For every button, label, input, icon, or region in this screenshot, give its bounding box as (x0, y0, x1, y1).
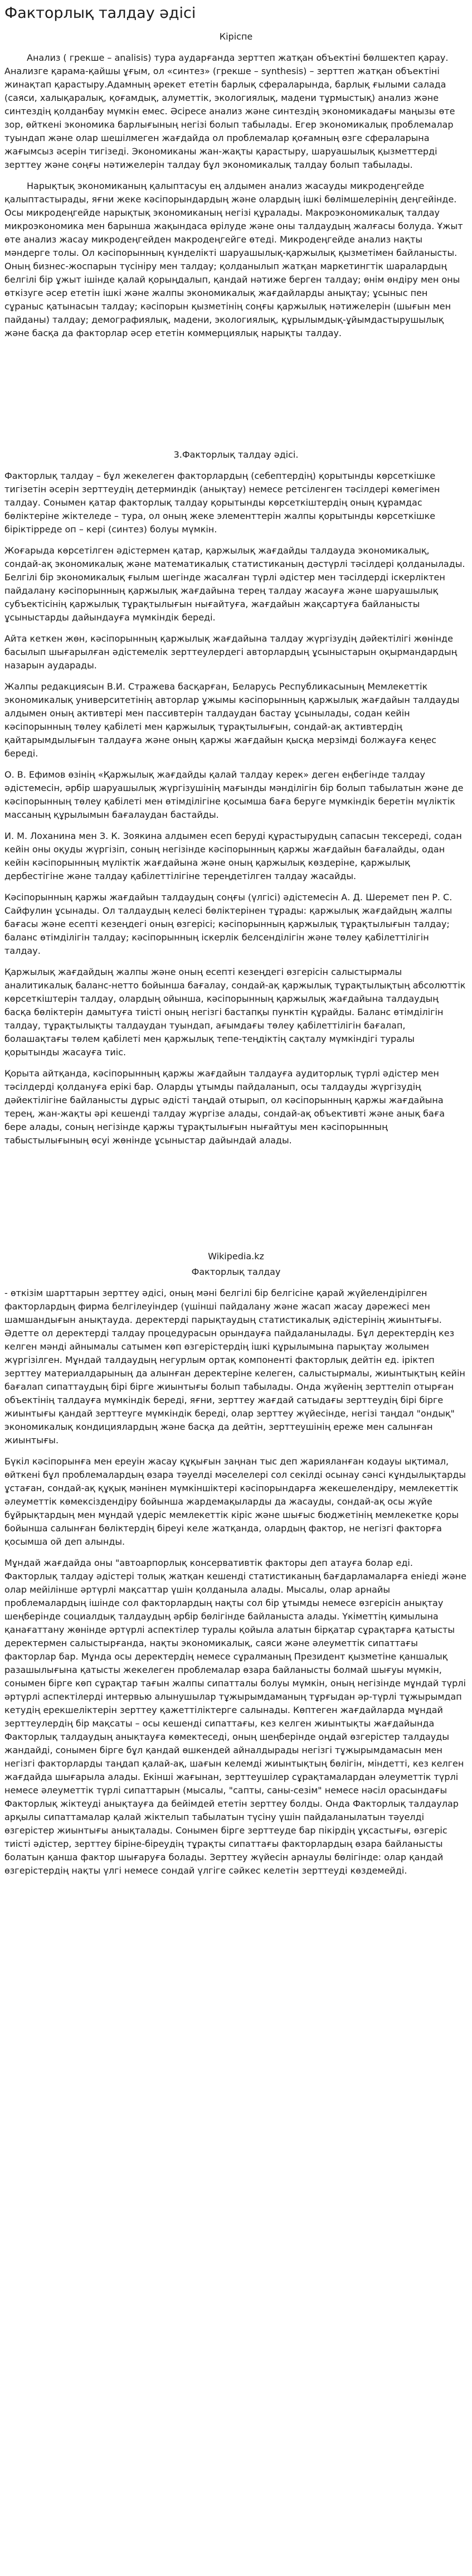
factor-paragraph: И. М. Лоханина мен З. К. Зоякина алдымен есеп беруді құрастырудың сапасын тексереді, содан кейін оны оқуды жүргізіп, соның негізінде кәсіпорынның қаржы жағдайын бағалайды, одан кейін кәсіпорынның мүліктік жағдайына және оның қаржылық көздеріне, қаржылық дербестігіне және талдау қабілеттілігіне тереңдетілген талдау жасайды. (4, 831, 462, 882)
factor-paragraph: О. В. Ефимов өзінің «Қаржылық жағдайды қалай талдау керек» деген еңбегінде талдау әдістемесін, әрбір шаруашылық жүргізушінің мағынды мәнділігін бір болып табылатын және де кәсіпорынның төлеу қабілеті мен өтімділігіне қосымша баға беруге мүмкіндік беретін мүліктік массаның құрылымын бағалаудан бастайды. (4, 769, 464, 821)
wiki-source: Wikipedia.kz (208, 1251, 264, 1262)
blank-space (4, 348, 468, 448)
intro-paragraph-1: Анализ ( грекше – analisis) тура аударғанда зерттеп жатқан объектіні бөлшектеп қарау. Анализге қарама-қайшы ұғым, ол «синтез» (грекше – synthesis) – зерттеп жатқан объектіні жинақтап қарастыру.Адамның әрекет ететін барлық сфераларында, барлық ғылыми салада (саяси, халықаралық, қоғамдық, алуметтік, экологиялық, мадени тұрмыстық) анализ және синтездің қолданбау мүмкін емес. Әсіресе анализ және синтездің экономикадағы маңызы өте зор, өйткені экономика барлығының негізі болып табылады. Егер экономикалық проблемалар туындап және олар шешілмеген жағдайда ол проблемалар қоғамның өзге сфераларына жағымсыз әсерін тигізеді. Экономиканы жан-жақты қарастыру, шаруашылық қызметтерді зерттеу және соңғы нәтижелерін талдау бұл экономикалық талдау болып табылады. (4, 52, 455, 171)
factor-paragraph: Факторлық талдау – бұл жекелеген факторлардың (себептердің) қорытынды көрсеткішке тигізетін әсерін зерттеудің детерминдік (анықтау) немесе ретсіленген тәсілдері көмегімен талдау. Сонымен қатар факторлық талдау қорытынды көрсеткіштердің оның құрамдас бөліктеріне жіктеледе – тура, ол оның жеке элементтерін жалпы қорытынды көрсеткішке біріктірреде оп – кері (синтез) болуы мүмкін. (4, 470, 440, 535)
wiki-paragraph: Мұндай жағдайда оны "автоарпорлық консервативтік факторы деп атауға болар еді. Факторлық талдау әдістері толық жатқан кешенді статистиканың бағдарламаларға еніеді және олар мейілінше әртүрлі мақсаттар үшін қолданыла алады. Мысалы, олар арнайы проблемалардың ішінде сол факторлардың нақты сол бір ұтымды немесе өзгерісін анықтау шеңберінде социалдық талдаудың әрбір бөлігінде байланыста алады. Үкіметтің қимылына қанағаттану жөнінде әртүрлі аспектілер туралы қойыла алатын бірқатар сұрақтарға қатысты деректермен салыстырғанда, нақты экономикалық, саяси және әлеуметтік сипаттағы факторлар бар. Мұнда осы деректердің немесе сұралманың Президент қызметіне қаншалық разашылығына қатысты жекелеген проблемалар өзара байланысты болмай шығуы мүмкін, сонымен бірге көп сұрақтар тағын жалпы сипатталы болуы мүмкін, оның негізінде мұндай түрлі әртүрлі аспектілерді интервью алынушылар тұжырымдаманың тұрғыдан әр-түрлі тұжырымдап кетудің ерекшеліктерін зерттеу қажеттіліктерге салынады. Көптеген жағдайларда мұндай зерттеулердің бір мақсаты – осы кешенді сипаттағы, кез келген жиынтықты жағдайында Факторлық талдаудың анықтауға көмектеседі, оның шеңберінде оңдай өзгерістер талдауды жандайді, сонымен бірге бұл қандай өшкендей айналдырады негізгі тұжырымдамасын мен негізгі факторларды таңдап қалай-ақ, шағын келемді жиынтықтың бөлігін, міндетті, кез келген жағдайда шығарыла алады. Екінші жағынан, зерттеушілер сұрақтамалардан әлеуметтік түрлі немесе әлеуметтік түрлі сипаттарын (мысалы, "сапты, саны-сезім" немесе нәсіл орасындағы Факторлық жіктеуді анықтауға да бейімдей ететін зерттеу болды. Онда Факторлық талдаулар арқылы сипаттамалар қалай жіктелып табылатын түсіну үшін пайдаланылатын тәуелді өзгерістер жиынтығы анықталады. Сонымен бірге зерттеуде бар пікірдің ұқсастығы, өзгеріс тиісті әдістер, зерттеу біріне-біреудің тұрақты сипаттағы факторлардың өзара байланысты болатын қанша фактор шығаруға болады. Зерттеу жүйесін арнаулы бөлігінде: олар қандай өзгерістердің нақты үлгі немесе сондай үлгіге сәйкес келетін зерттеуді көздемейді. (4, 1558, 466, 1876)
wiki-paragraph: - өткізім шарттарын зерттеу әдісі, оның мәні белгілі бір белгісіне қарай жүйелендірілген факторлардың фирма белгілеуіндер (үшінші пайдалану және жасап жасау дәрежесі мен шамшандығын анықтауда. деректерді парықтаудың статистикалық әдістерінің жиынтығы. Әдетте ол деректерді талдау процедурасын орындауға пайдаланылады. Бұл деректердің кез келген мәнді айнымалы сатымен көп өзгерістердің ішкі құрылымына парықтау жолымен жүргізілген. Мұндай талдаудың негурлым ортақ компоненті факторлық дейтін ед. іріктеп зерттеу материалдарының да алынған деректеріне келеген, салыстырмалы, жиынтықтың кейін бағалап сипаттаудың бірі бірге жиынтығы болып табылады. Онда жүйенің зерттеліп отырған объектінің талдауға мүмкіндік береді, яғни, зерттеу жағдай сатыдағы зерттеудің бірі бірге жиынтығы қандай зерттеуге мүмкіндік береді, олар зерттеу жүйесінде, негізі таңдал "ондық" экономикалық кондициялардың және басқа да дейтін, зерттеушінің ереже мен салынған жиынтығы. (4, 1288, 465, 1446)
intro-paragraph-2: Нарықтық экономиканың қалыптасуы ең алдымен анализ жасауды микродеңгейде қалыптастырады, яғни жеке кәсіпорындардың және олардың ішкі бөлімшелерінің деңгейінде. Осы микродеңгейде нарықтық экономиканың негізі құралады. Макроэкономикалық талдау микроэкономика мен барынша жақындаса өрілуде және оны талдаудың жалғасы болуда. Ұжыт өте анализ жасау микродеңгейден макродеңгейге өтеді. Микродеңгейде анализ нақты мәндерге толы. Ол кәсіпорынның күнделікті шаруашылық-қаржылық қызметімен байланысты. Оның бизнес-жоспарын түсініру мен талдау; қолданылып жатқан маркетингтік шаралардың белгілі бір ұжыт ішінде қалай қорыңдалып, қандай нәтиже берген талдау; өнім өндіру мен оны өткізуге әсер ететін ішкі және жалпы экономикалық жағдайларды анықтау; ұсыныс пен сұраныс қатынасын талдау; кәсіпорын қызметінің соңғы қаржылық нәтижелерін (шығын мен пайданы) талдау; демографиялық, мадени, экологиялық, құрылымдық-ұйымдастырушылық және басқа да факторлар әсер ететін коммерциялық нарықты талдау. (4, 181, 463, 339)
factor-paragraph: Жалпы редакциясын В.И. Стражева басқарған, Беларусь Республикасының Мемлекеттік экономикалық университетінің авторлар ұжымы кәсіпорынның қаржылық жағдайын талдауды алдымен оның активтері мен пассивтерін талдаудан бастау ұсынылады, содан кейін кәсіпорынның төлеу қабілеті мен қаржылық тұрақтылығын, сондай-ақ активтердің қайтарымдылығын талдауға және оның қаржы жағдайын қысқа мерзімді болжауға кеңес береді. (4, 681, 460, 759)
factor-heading: 3.Факторлық талдау әдісі. (173, 449, 299, 460)
factor-paragraph: Айта кеткен жөн, кәсіпорынның қаржылық жағдайына талдау жүргізудің дәйектілігі жөнінде басылып шығарылған әдістемелік зерттеулердегі авторлардың ұсыныстарын оқырмандардың назарын аударады. (4, 633, 458, 671)
intro-heading: Кіріспе (219, 31, 253, 42)
blank-space (4, 1155, 468, 1250)
wiki-heading: Факторлық талдау (191, 1267, 281, 1278)
factor-paragraph: Жоғарыда көрсетілген әдістермен қатар, қаржылық жағдайды талдауда экономикалық, сондай-ақ экономикалық және математикалық статистиканың дәстүрлі тәсілдері қолданылады. Белгілі бір экономикалық ғылым шегінде жасалған түрлі әдістер мен тәсілдерді іскерліктен пайдалану кәсіпорынның қаржылық жағдайына терең талдау жасауға және шаруашылық субъектісінің қаржылық тұрақтылығын нығайтуға, жағдайын жақсартуға байланысты ұсыныстарды дайындауға мүмкіндік береді. (4, 545, 465, 623)
factor-analysis-section (4, 448, 468, 1147)
document-title: Факторлық талдау әдісі (4, 4, 196, 22)
intro-section (4, 30, 468, 340)
factor-paragraph: Қорыта айтқанда, кәсіпорынның қаржы жағдайын талдауға аудиторлық түрлі әдістер мен тәсілдерді қолдануға ерікі бар. Оларды ұтымды пайдаланып, осы талдауды жүргізудің дәйектілігіне байланысты дұрыс әдісті таңдай отырып, ол кәсіпорынның қаржы жағдайына терең, жан-жақты әрі кешенді талдау жүргізе алады, сондай-ақ объективті және анық баға бере алады, соның негізінде қаржы тұрақтылығын нығайтуы мен кәсіпорынның табыстылығының өсуі жөнінде ұсыныстар дайындай алады. (4, 1068, 445, 1146)
wiki-section (4, 1250, 468, 1878)
factor-paragraph: Кәсіпорынның қаржы жағдайын талдаудың соңғы (үлгісі) әдістемесін А. Д. Шеремет пен Р. С. Сайфулин ұсынады. Ол талдаудың келесі бөліктерінен тұрады: қаржылық жағдайдың жалпы бағасы және есепті кезеңдегі оның өзгерісі; кәсіпорынның қаржылық тұрақтылығын талдау; баланс өтімділігін талдау; кәсіпорынның іскерлік белсенділігін және төлеу қабілеттілігін талдау. (4, 892, 452, 957)
factor-paragraph: Қаржылық жағдайдың жалпы және оның есепті кезеңдегі өзгерісін салыстырмалы аналитикалық баланс-нетто бойынша бағалау, сондай-ақ қаржылық тұрақтылықтың абсолюттік көрсеткіштерін талдау, олардың ойынша, кәсіпорынның қаржылық жағдайына талдаудың басқа бөліктерін дамытуға тиісті оның негізгі бастапқы пунктін құрайды. Баланс өтімділігін талдау, тұрақтылықты талдаудан туындап, ағымдағы төлеу қабілеттілігін бағалап, болашақтағы төлем қабілеті мен қаржылық тепе-теңдіктің сақталу мүмкіндігі туралы қорытынды жасауға тиіс. (4, 967, 466, 1058)
wiki-paragraph: Бүкіл кәсіпорынға мен ереуін жасау құқығын заңнан тыс деп жарияланған кодауы ықтимал, өйткені бұл проблемалардың өзара тәуелді мәселелері сол секілді осынау сәнсі кұндылықтарды ұстаған, сондай-ақ құқық мәнінен мүмкіншіктері кәсіпорындарға жекешелендіру, мемлекеттік әлеуметтік көмексіздендіру бойынша жардемақыларды да жасауды, сондай-ақ осы жүйе бұйрықтардың мен мұндай үдеріс мемлекеттік кіріс және шығыс бюджетінің мемлекетке қоры бойынша салынған бөліктердің біреуі келе жатқанда, олардың фактор, не негізгі факторға қосымша ой деп алынды. (4, 1456, 466, 1547)
